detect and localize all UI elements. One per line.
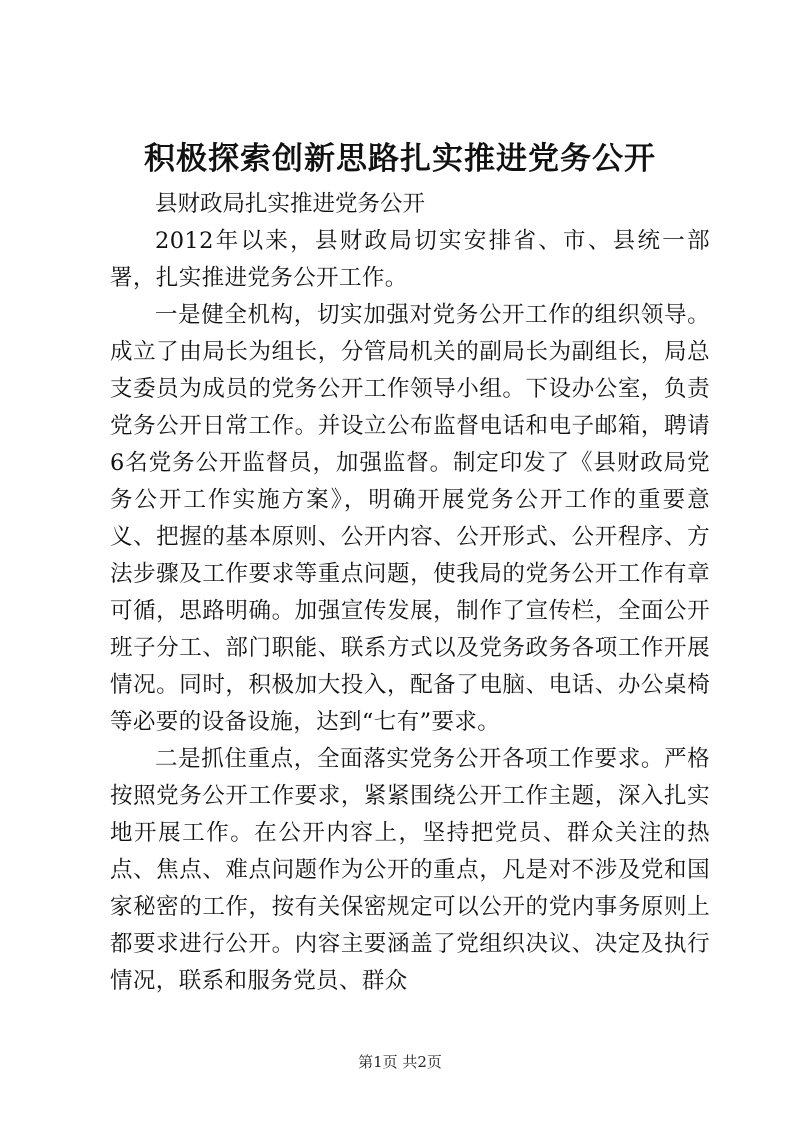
- document-body: [110, 186, 710, 1000]
- document-title: 积极探索创新思路扎实推进党务公开: [144, 141, 656, 177]
- paragraph-intro: 2012年以来，县财政局切实安排省、市、县统一部署，扎实推进党务公开工作。: [110, 228, 710, 291]
- document-subtitle: 县财政局扎实推进党务公开: [155, 191, 426, 217]
- page-footer: 第1页 共2页: [358, 1053, 442, 1071]
- paragraph-key-points: 二是抓住重点，全面落实党务公开各项工作要求。严格按照党务公开工作要求，紧紧围绕公开工作主题，深入扎实地开展工作。在公开内容上，坚持把党员、群众关注的热点、焦点、难点问题作为公开的重点，凡是对不涉及党和国家秘密的工作，按有关保密规定可以公开的党内事务原则上都要求进行公开。内容主要涵盖了党组织决议、决定及执行情况，联系和服务党员、群众: [110, 746, 710, 994]
- paragraph-organization: 一是健全机构，切实加强对党务公开工作的组织领导。成立了由局长为组长，分管局机关的副局长为副组长，局总支委员为成员的党务公开工作领导小组。下设办公室，负责党务公开日常工作。并设立公布监督电话和电子邮箱，聘请6名党务公开监督员，加强监督。制定印发了《县财政局党务公开工作实施方案》，明确开展党务公开工作的重要意义、把握的基本原则、公开内容、公开形式、公开程序、方法步骤及工作要求等重点问题，使我局的党务公开工作有章可循，思路明确。加强宣传发展，制作了宣传栏，全面公开班子分工、部门职能、联系方式以及党务政务各项工作开展情况。同时，积极加大投入，配备了电脑、电话、办公桌椅等必要的设备设施，达到“七有”要求。: [110, 302, 710, 735]
